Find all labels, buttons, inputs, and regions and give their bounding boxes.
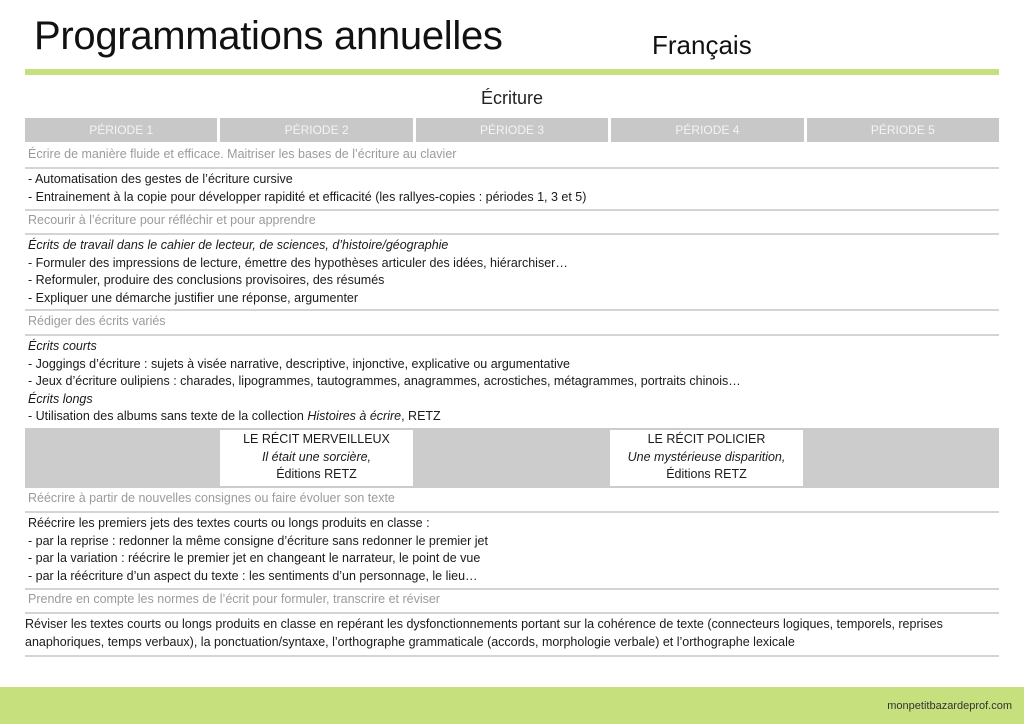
section-title: Écriture: [480, 88, 543, 108]
book-card-merveilleux: [220, 430, 413, 486]
row-3-content: [25, 338, 999, 426]
page-title: Programmations annuelles: [34, 14, 503, 58]
header-divider: [25, 69, 999, 75]
row-3-line: - Joggings d’écriture : sujets à visée narrative, descriptive, injonctive, explicative ou argumentative: [28, 356, 570, 371]
divider: [25, 511, 999, 513]
period-1-header: PÉRIODE 1: [25, 118, 217, 142]
row-4-line: - par la réécriture d’un aspect du texte : les sentiments d’un personnage, le lieu…: [28, 568, 478, 583]
book-genre: LE RÉCIT MERVEILLEUX: [243, 432, 390, 446]
divider: [25, 655, 999, 657]
book-publisher: Éditions RETZ: [666, 467, 747, 481]
divider: [25, 612, 999, 614]
row-4-line: Réécrire les premiers jets des textes courts ou longs produits en classe :: [28, 516, 430, 530]
albums-collection: Histoires à écrire: [307, 409, 402, 423]
period-2-header: PÉRIODE 2: [220, 118, 412, 142]
row-4-line: - par la variation : réécrire le premier jet en changeant le narrateur, le point de vue: [28, 551, 481, 565]
period-4-header: PÉRIODE 4: [611, 118, 803, 142]
period-3-header: PÉRIODE 3: [416, 118, 608, 142]
row-1-title: Écrire de manière fluide et efficace. Maitriser les bases de l’écriture au clavier: [28, 147, 457, 161]
row-4-title: Réécrire à partir de nouvelles consignes ou faire évoluer son texte: [28, 491, 395, 505]
row-3-title: Rédiger des écrits variés: [28, 314, 166, 328]
footer-site-link[interactable]: monpetitbazardeprof.com: [887, 700, 1012, 712]
row-2-content: [25, 237, 999, 307]
period-5-header: PÉRIODE 5: [807, 118, 999, 142]
row-2-line: - Formuler des impressions de lecture, émettre des hypothèses articuler des idées, hiérarchiser…: [28, 255, 568, 270]
row-3-line-albums: [28, 408, 999, 426]
row-1-content: [25, 171, 999, 206]
divider: [25, 588, 999, 590]
divider: [25, 209, 999, 211]
row-2-line: - Expliquer une démarche justifier une réponse, argumenter: [28, 290, 359, 305]
row-5-content: [25, 616, 999, 651]
albums-prefix: - Utilisation des albums sans texte de la collection: [28, 409, 308, 423]
row-5-line: anaphoriques, temps verbaux), la ponctuation/syntaxe, l’orthographe grammaticale (accords, morphologie verbale) et l’orthographe lexicale: [25, 634, 795, 649]
book-title: Il était une sorcière,: [261, 449, 372, 464]
row-2-line: - Reformuler, produire des conclusions provisoires, des résumés: [28, 273, 385, 287]
row-1-line: - Automatisation des gestes de l’écriture cursive: [28, 172, 293, 186]
row-1-line: - Entrainement à la copie pour développer rapidité et efficacité (les rallyes-copies : périodes 1, 3 et 5): [28, 189, 587, 204]
period-header-row: [25, 118, 999, 142]
book-genre: LE RÉCIT POLICIER: [647, 432, 766, 446]
albums-suffix: , RETZ: [401, 409, 441, 423]
row-3-heading-long: Écrits longs: [28, 391, 93, 406]
row-2-title: Recourir à l’écriture pour réfléchir et pour apprendre: [28, 213, 316, 227]
row-5-line: Réviser les textes courts ou longs produits en classe en repérant les dysfonctionnements portant sur la cohérence de texte (connecteurs logiques, temporels, reprises: [25, 617, 943, 631]
row-4-line: - par la reprise : redonner la même consigne d’écriture sans redonner le premier jet: [28, 533, 488, 548]
book-publisher: Éditions RETZ: [276, 467, 357, 481]
divider: [25, 167, 999, 169]
divider: [25, 309, 999, 311]
row-4-content: [25, 515, 999, 585]
row-5-title: Prendre en compte les normes de l’écrit pour formuler, transcrire et réviser: [28, 592, 440, 606]
row-3-heading-short: Écrits courts: [28, 339, 97, 353]
divider: [25, 233, 999, 235]
row-2-heading: Écrits de travail dans le cahier de lecteur, de sciences, d’histoire/géographie: [28, 238, 449, 252]
footer-band: [0, 687, 1024, 724]
subject-label: Français: [652, 30, 752, 60]
row-3-line: - Jeux d’écriture oulipiens : charades, lipogrammes, tautogrammes, anagrammes, acrostiches, métagrammes, portraits chinois…: [28, 374, 741, 388]
books-band: [25, 428, 999, 488]
divider: [25, 334, 999, 336]
book-title: Une mystérieuse disparition,: [627, 449, 786, 464]
book-card-policier: [610, 430, 803, 486]
